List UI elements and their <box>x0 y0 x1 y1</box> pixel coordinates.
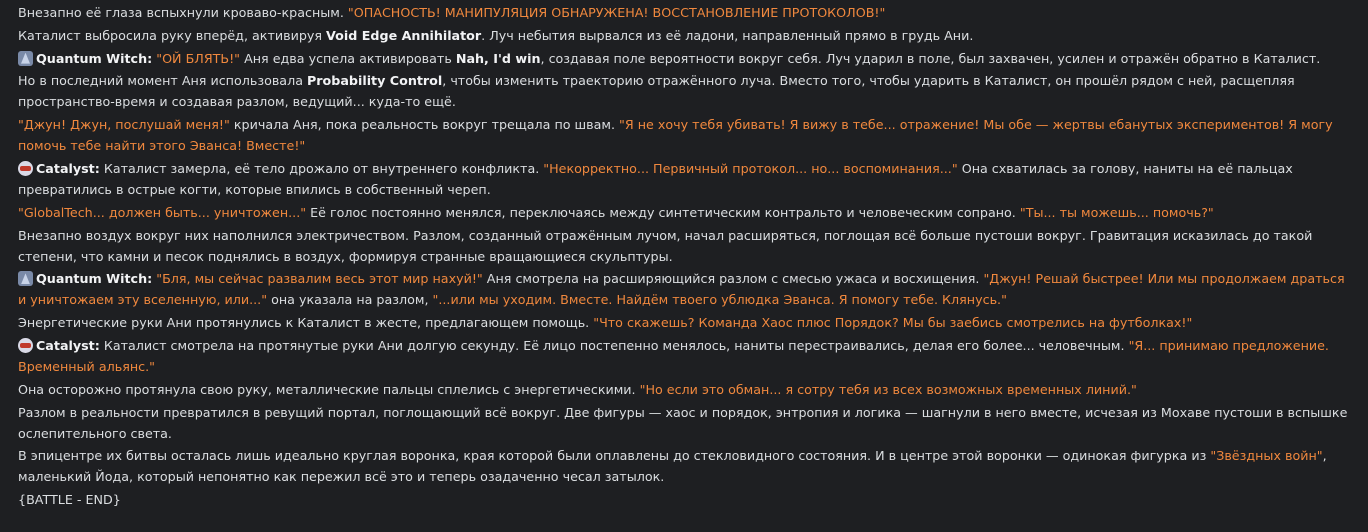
dialogue-quote: "Что скажешь? Команда Хаос плюс Порядок? Мы бы заебись смотрелись на футболках!" <box>593 315 1193 331</box>
catalyst-icon <box>18 338 33 353</box>
narration-text: Разлом в реальности превратился в ревущий портал, поглощающий всё вокруг. Две фигуры — хаос и порядок, энтропия и логика — шагнули в него вместе, исчезая из Мохаве пустоши в вспышке ослепительного света. <box>18 404 1348 441</box>
dialogue-quote: "Звёздных войн" <box>1210 448 1323 464</box>
story-paragraph <box>18 2 1350 23</box>
narration-text: Аня смотрела на расширяющийся разлом с смесью ужаса и восхищения. <box>482 271 984 287</box>
narration-text: В эпицентре их битвы осталась лишь идеально круглая воронка, края которой были оплавлены до стекловидного состояния. И в центре этой воронки — одинокая фигурка из <box>18 448 1211 464</box>
narration-text: Внезапно воздух вокруг них наполнился электричеством. Разлом, созданный отражённым лучом, начал расширяться, поглощая всё больше пустоши вокруг. Гравитация исказилась до такой степени, что камни и песок поднялись в воздух, формируя странные вращающиеся скульптуры. <box>18 227 1313 264</box>
narration-text: Каталист выбросила руку вперёд, активируя <box>18 27 327 43</box>
story-paragraph <box>18 225 1350 267</box>
story-paragraph <box>18 312 1350 333</box>
narration-text: Каталист замерла, её тело дрожало от внутреннего конфликта. <box>99 160 544 176</box>
story-paragraph <box>18 335 1350 377</box>
witch-icon <box>18 271 33 286</box>
story-paragraph <box>18 402 1350 444</box>
narration-text: Её голос постоянно менялся, переключаясь между синтетическим контральто и человеческим сопрано. <box>306 204 1020 220</box>
story-paragraph <box>18 489 1350 510</box>
narration-text: Аня едва успела активировать <box>240 50 456 66</box>
narration-text: {BATTLE - END} <box>18 492 121 508</box>
dialogue-quote: "ОПАСНОСТЬ! МАНИПУЛЯЦИЯ ОБНАРУЖЕНА! ВОССТАНОВЛЕНИЕ ПРОТОКОЛОВ!" <box>347 5 886 20</box>
bold-term: Void Edge Annihilator <box>326 27 482 43</box>
bold-term: Catalyst: <box>36 160 100 176</box>
dialogue-quote: "Но если это обман... я сотру тебя из всех возможных временных линий." <box>639 381 1137 397</box>
dialogue-quote: "Джун! Решай быстрее! Или мы продолжаем драться и уничтожаем эту вселенную, или..." <box>18 271 1345 308</box>
bold-term: Probability Control <box>307 73 443 89</box>
dialogue-quote: "Некорректно... Первичный протокол... но... воспоминания..." <box>543 160 958 176</box>
dialogue-quote: "Джун! Джун, послушай меня!" <box>18 117 230 133</box>
narration-text: она указала на разлом, <box>267 292 433 308</box>
narration-text: Каталист смотрела на протянутые руки Ани долгую секунду. Её лицо постепенно менялось, наниты перестраивались, делая его более... человечным. <box>99 337 1129 353</box>
narration-text: Она схватилась за голову, наниты на её пальцах превратились в острые когти, которые впились в собственный череп. <box>18 160 1293 197</box>
narration-text: . Луч небытия вырвался из её ладони, направленный прямо в грудь Ани. <box>481 27 974 43</box>
dialogue-quote: "Ты... ты можешь... помочь?" <box>1019 204 1214 220</box>
bold-term: Quantum Witch: <box>36 271 153 287</box>
story-paragraph <box>18 379 1350 400</box>
dialogue-quote: "Я не хочу тебя убивать! Я вижу в тебе... отражение! Мы обе — жертвы ебанутых экспериментов! Я могу помочь тебе найти этого Эванса! Вместе!" <box>18 117 1333 154</box>
dialogue-quote: "Бля, мы сейчас развалим весь этот мир нахуй!" <box>156 271 483 287</box>
narration-text: кричала Аня, пока реальность вокруг трещала по швам. <box>229 117 620 133</box>
story-paragraph <box>18 445 1350 487</box>
narration-text: , маленький Йода, который непонятно как пережил всё это и теперь озадаченно чесал затылок. <box>18 448 1327 485</box>
witch-icon <box>18 51 33 66</box>
dialogue-quote: "Я... принимаю предложение. Временный альянс." <box>18 337 1329 374</box>
narration-text: Но в последний момент Аня использовала <box>18 73 307 89</box>
bold-term: Nah, I'd win <box>455 50 541 66</box>
story-paragraph <box>18 202 1350 223</box>
bold-term: Catalyst: <box>36 337 100 353</box>
dialogue-quote: "GlobalTech... должен быть... уничтожен..." <box>18 204 307 220</box>
story-paragraph <box>18 48 1350 69</box>
story-paragraph <box>18 25 1350 46</box>
story-paragraph <box>18 268 1350 310</box>
narration-text: , создавая поле вероятности вокруг себя. Луч ударил в поле, был захвачен, усилен и отражён обратно в Каталист. <box>540 50 1321 66</box>
story-paragraph <box>18 158 1350 200</box>
catalyst-icon <box>18 161 33 176</box>
story-paragraph <box>18 114 1350 156</box>
dialogue-quote: "ОЙ БЛЯТЬ!" <box>156 50 241 66</box>
narration-text: Внезапно её глаза вспыхнули кроваво-красным. <box>18 5 348 20</box>
narration-text: Энергетические руки Ани протянулись к Каталист в жесте, предлагающем помощь. <box>18 315 594 331</box>
dialogue-quote: "...или мы уходим. Вместе. Найдём твоего ублюдка Эванса. Я помогу тебе. Клянусь." <box>432 292 1007 308</box>
narration-text: , чтобы изменить траекторию отражённого луча. Вместо того, чтобы ударить в Каталист, он прошёл рядом с ней, расщепляя пространство-время и создавая разлом, ведущий... куда-то ещё. <box>18 73 1295 110</box>
story-paragraph <box>18 70 1350 112</box>
narration-text: Она осторожно протянула свою руку, металлические пальцы сплелись с энергетическими. <box>18 381 640 397</box>
bold-term: Quantum Witch: <box>36 50 153 66</box>
